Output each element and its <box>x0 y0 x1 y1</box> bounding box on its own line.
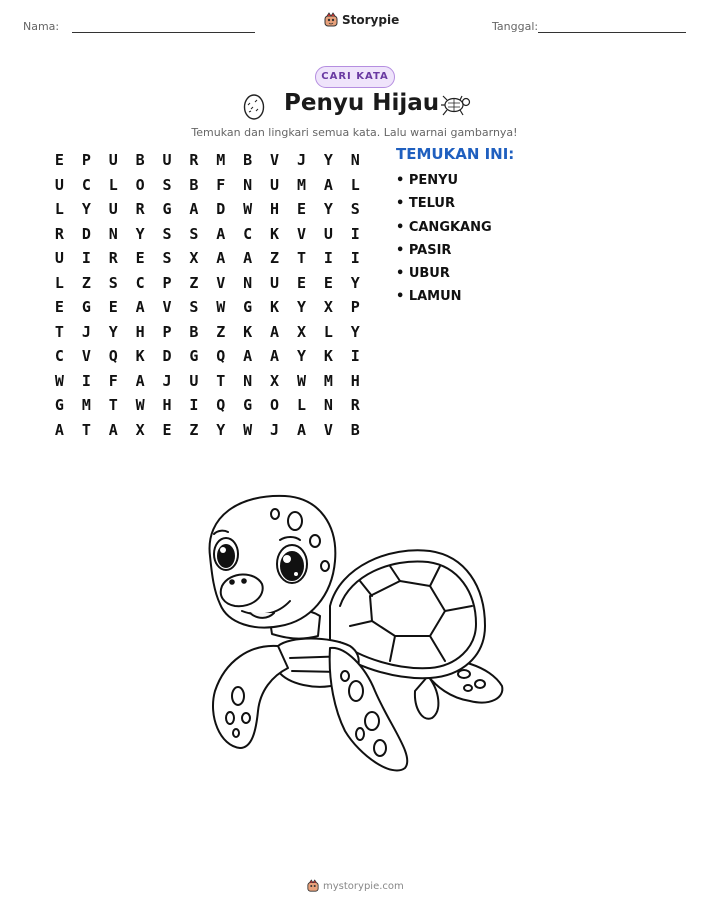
grid-cell[interactable]: C <box>135 273 145 292</box>
grid-cell[interactable]: G <box>189 347 199 365</box>
grid-cell[interactable]: A <box>189 200 199 218</box>
grid-cell[interactable]: I <box>189 396 199 414</box>
grid-cell[interactable]: E <box>296 273 306 292</box>
grid-cell[interactable]: I <box>350 347 360 365</box>
grid-cell[interactable]: Y <box>135 224 145 243</box>
grid-cell[interactable]: T <box>296 249 306 267</box>
category-badge: CARI KATA <box>315 66 395 88</box>
grid-cell[interactable]: O <box>270 396 280 414</box>
word-list-title: TEMUKAN INI: <box>396 145 515 163</box>
grid-cell[interactable]: H <box>135 322 145 341</box>
grid-cell[interactable]: C <box>243 224 253 243</box>
grid-cell[interactable]: X <box>135 420 145 439</box>
grid-cell[interactable]: R <box>108 249 118 267</box>
grid-cell[interactable]: W <box>243 200 253 218</box>
grid-cell[interactable]: G <box>243 396 253 414</box>
grid-cell[interactable]: G <box>81 298 91 316</box>
grid-cell[interactable]: A <box>243 347 253 365</box>
grid-cell[interactable]: L <box>296 396 306 414</box>
grid-cell[interactable]: X <box>270 371 280 390</box>
grid-cell[interactable]: S <box>189 298 199 316</box>
grid-cell[interactable]: G <box>243 298 253 316</box>
grid-cell[interactable]: B <box>350 420 360 439</box>
grid-cell[interactable]: B <box>243 151 253 169</box>
grid-cell[interactable]: R <box>189 151 199 169</box>
grid-cell[interactable]: V <box>81 347 91 365</box>
grid-cell[interactable]: T <box>108 396 118 414</box>
grid-cell[interactable]: F <box>108 371 118 390</box>
storypie-logo-icon <box>307 879 319 893</box>
grid-cell[interactable]: X <box>296 322 306 341</box>
grid-cell[interactable]: E <box>135 249 145 267</box>
word-list-item: • PASIR <box>396 242 452 258</box>
grid-cell[interactable]: Z <box>216 322 226 341</box>
grid-cell[interactable]: M <box>323 371 333 390</box>
brand-name: Storypie <box>342 13 400 27</box>
grid-cell[interactable]: C <box>54 347 64 365</box>
grid-cell[interactable]: U <box>270 273 280 292</box>
page-title: Penyu Hijau <box>284 90 440 116</box>
word-list-item: • LAMUN <box>396 289 462 305</box>
grid-cell[interactable]: A <box>296 420 306 439</box>
grid-cell[interactable]: Y <box>323 200 333 218</box>
grid-cell[interactable]: V <box>296 224 306 243</box>
grid-cell[interactable]: R <box>54 224 64 243</box>
grid-cell[interactable]: U <box>323 224 333 243</box>
grid-cell[interactable]: L <box>108 175 118 194</box>
grid-cell[interactable]: K <box>243 322 253 341</box>
grid-cell[interactable]: A <box>323 175 333 194</box>
word-list-item: • TELUR <box>396 196 455 212</box>
grid-cell[interactable]: K <box>270 298 280 316</box>
grid-cell[interactable]: L <box>54 273 64 292</box>
grid-cell[interactable]: N <box>243 273 253 292</box>
grid-cell[interactable]: U <box>108 200 118 218</box>
grid-cell[interactable]: F <box>216 175 226 194</box>
grid-cell[interactable]: E <box>323 273 333 292</box>
grid-cell[interactable]: M <box>296 175 306 194</box>
turtle-illustration[interactable] <box>200 486 510 776</box>
grid-cell[interactable]: Y <box>323 151 333 169</box>
footer <box>307 879 404 893</box>
grid-cell[interactable]: U <box>270 175 280 194</box>
date-label: Tanggal: <box>492 20 539 33</box>
grid-cell[interactable]: N <box>323 396 333 414</box>
name-line[interactable] <box>72 32 255 33</box>
grid-cell[interactable]: W <box>216 298 226 316</box>
grid-cell[interactable]: R <box>135 200 145 218</box>
grid-cell[interactable]: A <box>243 249 253 267</box>
word-list-item: • UBUR <box>396 266 450 282</box>
instructions: Temukan dan lingkari semua kata. Lalu warnai gambarnya! <box>191 126 518 139</box>
grid-cell[interactable]: L <box>350 175 360 194</box>
grid-cell[interactable]: W <box>135 396 145 414</box>
word-list-item: • PENYU <box>396 173 459 188</box>
date-line[interactable] <box>538 32 686 33</box>
grid-cell[interactable]: Z <box>81 273 91 292</box>
grid-cell[interactable]: H <box>162 396 172 414</box>
grid-cell[interactable]: J <box>81 322 91 341</box>
grid-cell[interactable]: A <box>54 420 64 439</box>
grid-cell[interactable]: N <box>243 175 253 194</box>
grid-cell[interactable]: Y <box>216 420 226 439</box>
grid-cell[interactable]: S <box>162 249 172 267</box>
grid-cell[interactable]: T <box>81 420 91 439</box>
grid-cell[interactable]: C <box>81 175 91 194</box>
grid-cell[interactable]: D <box>162 347 172 365</box>
footer-url[interactable]: mystorypie.com <box>323 880 404 892</box>
grid-cell[interactable]: U <box>54 249 64 267</box>
grid-cell[interactable]: M <box>216 151 226 169</box>
grid-cell[interactable]: J <box>162 371 172 390</box>
grid-cell[interactable]: P <box>81 151 91 169</box>
grid-cell[interactable]: U <box>189 371 199 390</box>
grid-cell[interactable]: J <box>296 151 306 169</box>
grid-cell[interactable]: O <box>135 175 145 194</box>
grid-cell[interactable]: X <box>323 298 333 316</box>
grid-cell[interactable]: J <box>270 420 280 439</box>
grid-cell[interactable]: T <box>54 322 64 341</box>
grid-cell[interactable]: Y <box>296 298 306 316</box>
grid-cell[interactable]: U <box>108 151 118 169</box>
grid-cell[interactable]: A <box>135 371 145 390</box>
grid-cell[interactable]: Y <box>350 322 360 341</box>
grid-cell[interactable]: Z <box>270 249 280 267</box>
grid-cell[interactable]: H <box>270 200 280 218</box>
grid-cell[interactable]: L <box>54 200 64 218</box>
egg-icon <box>243 92 265 120</box>
grid-cell[interactable]: V <box>270 151 280 169</box>
grid-cell[interactable]: Y <box>296 347 306 365</box>
grid-cell[interactable]: N <box>350 151 360 169</box>
grid-cell[interactable]: U <box>162 151 172 169</box>
grid-cell[interactable]: A <box>216 249 226 267</box>
grid-cell[interactable]: K <box>323 347 333 365</box>
grid-cell[interactable]: S <box>162 224 172 243</box>
grid-cell[interactable]: H <box>350 371 360 390</box>
grid-cell[interactable]: B <box>135 151 145 169</box>
grid-cell[interactable]: Z <box>189 420 199 439</box>
grid-cell[interactable]: A <box>216 224 226 243</box>
grid-cell[interactable]: P <box>162 273 172 292</box>
grid-cell[interactable]: A <box>270 322 280 341</box>
grid-cell[interactable]: Y <box>81 200 91 218</box>
turtle-icon <box>439 93 471 117</box>
grid-cell[interactable]: A <box>108 420 118 439</box>
grid-cell[interactable]: S <box>162 175 172 194</box>
grid-cell[interactable]: V <box>323 420 333 439</box>
grid-cell[interactable]: E <box>162 420 172 439</box>
grid-cell[interactable]: P <box>162 322 172 341</box>
grid-cell[interactable]: S <box>108 273 118 292</box>
grid-cell[interactable]: E <box>54 298 64 316</box>
grid-cell[interactable]: I <box>350 224 360 243</box>
grid-cell[interactable]: B <box>189 322 199 341</box>
grid-cell[interactable]: V <box>162 298 172 316</box>
word-list-item: • CANGKANG <box>396 219 492 235</box>
grid-cell[interactable]: U <box>54 175 64 194</box>
grid-cell[interactable]: Q <box>216 347 226 365</box>
grid-cell[interactable]: P <box>350 298 360 316</box>
grid-cell[interactable]: I <box>323 249 333 267</box>
storypie-logo-icon <box>324 12 338 28</box>
grid-cell[interactable]: Q <box>216 396 226 414</box>
word-search-grid[interactable] <box>46 148 369 442</box>
grid-cell[interactable]: N <box>243 371 253 390</box>
name-label: Nama: <box>23 20 60 33</box>
grid-cell[interactable]: I <box>350 249 360 267</box>
grid-cell[interactable]: G <box>54 396 64 414</box>
grid-cell[interactable]: R <box>350 396 360 414</box>
grid-cell[interactable]: D <box>216 200 226 218</box>
grid-cell[interactable]: L <box>323 322 333 341</box>
grid-cell[interactable]: W <box>54 371 64 390</box>
grid-cell[interactable]: T <box>216 371 226 390</box>
grid-cell[interactable]: D <box>81 224 91 243</box>
grid-cell[interactable]: Y <box>108 322 118 341</box>
grid-cell[interactable]: Y <box>350 273 360 292</box>
grid-cell[interactable]: M <box>81 396 91 414</box>
grid-cell[interactable]: B <box>189 175 199 194</box>
grid-cell[interactable]: X <box>189 249 199 267</box>
grid-cell[interactable]: W <box>296 371 306 390</box>
grid-cell[interactable]: I <box>81 371 91 390</box>
grid-cell[interactable]: A <box>135 298 145 316</box>
grid-cell[interactable]: Z <box>189 273 199 292</box>
grid-cell[interactable]: E <box>108 298 118 316</box>
grid-cell[interactable]: W <box>243 420 253 439</box>
grid-cell[interactable]: K <box>135 347 145 365</box>
grid-cell[interactable]: K <box>270 224 280 243</box>
grid-cell[interactable]: G <box>162 200 172 218</box>
grid-cell[interactable]: E <box>54 151 64 169</box>
grid-cell[interactable]: A <box>270 347 280 365</box>
grid-cell[interactable]: Q <box>108 347 118 365</box>
grid-cell[interactable]: E <box>296 200 306 218</box>
word-list <box>396 171 492 311</box>
grid-cell[interactable]: V <box>216 273 226 292</box>
brand-logo <box>324 12 399 28</box>
grid-cell[interactable]: S <box>350 200 360 218</box>
grid-cell[interactable]: S <box>189 224 199 243</box>
grid-cell[interactable]: I <box>81 249 91 267</box>
grid-cell[interactable]: N <box>108 224 118 243</box>
